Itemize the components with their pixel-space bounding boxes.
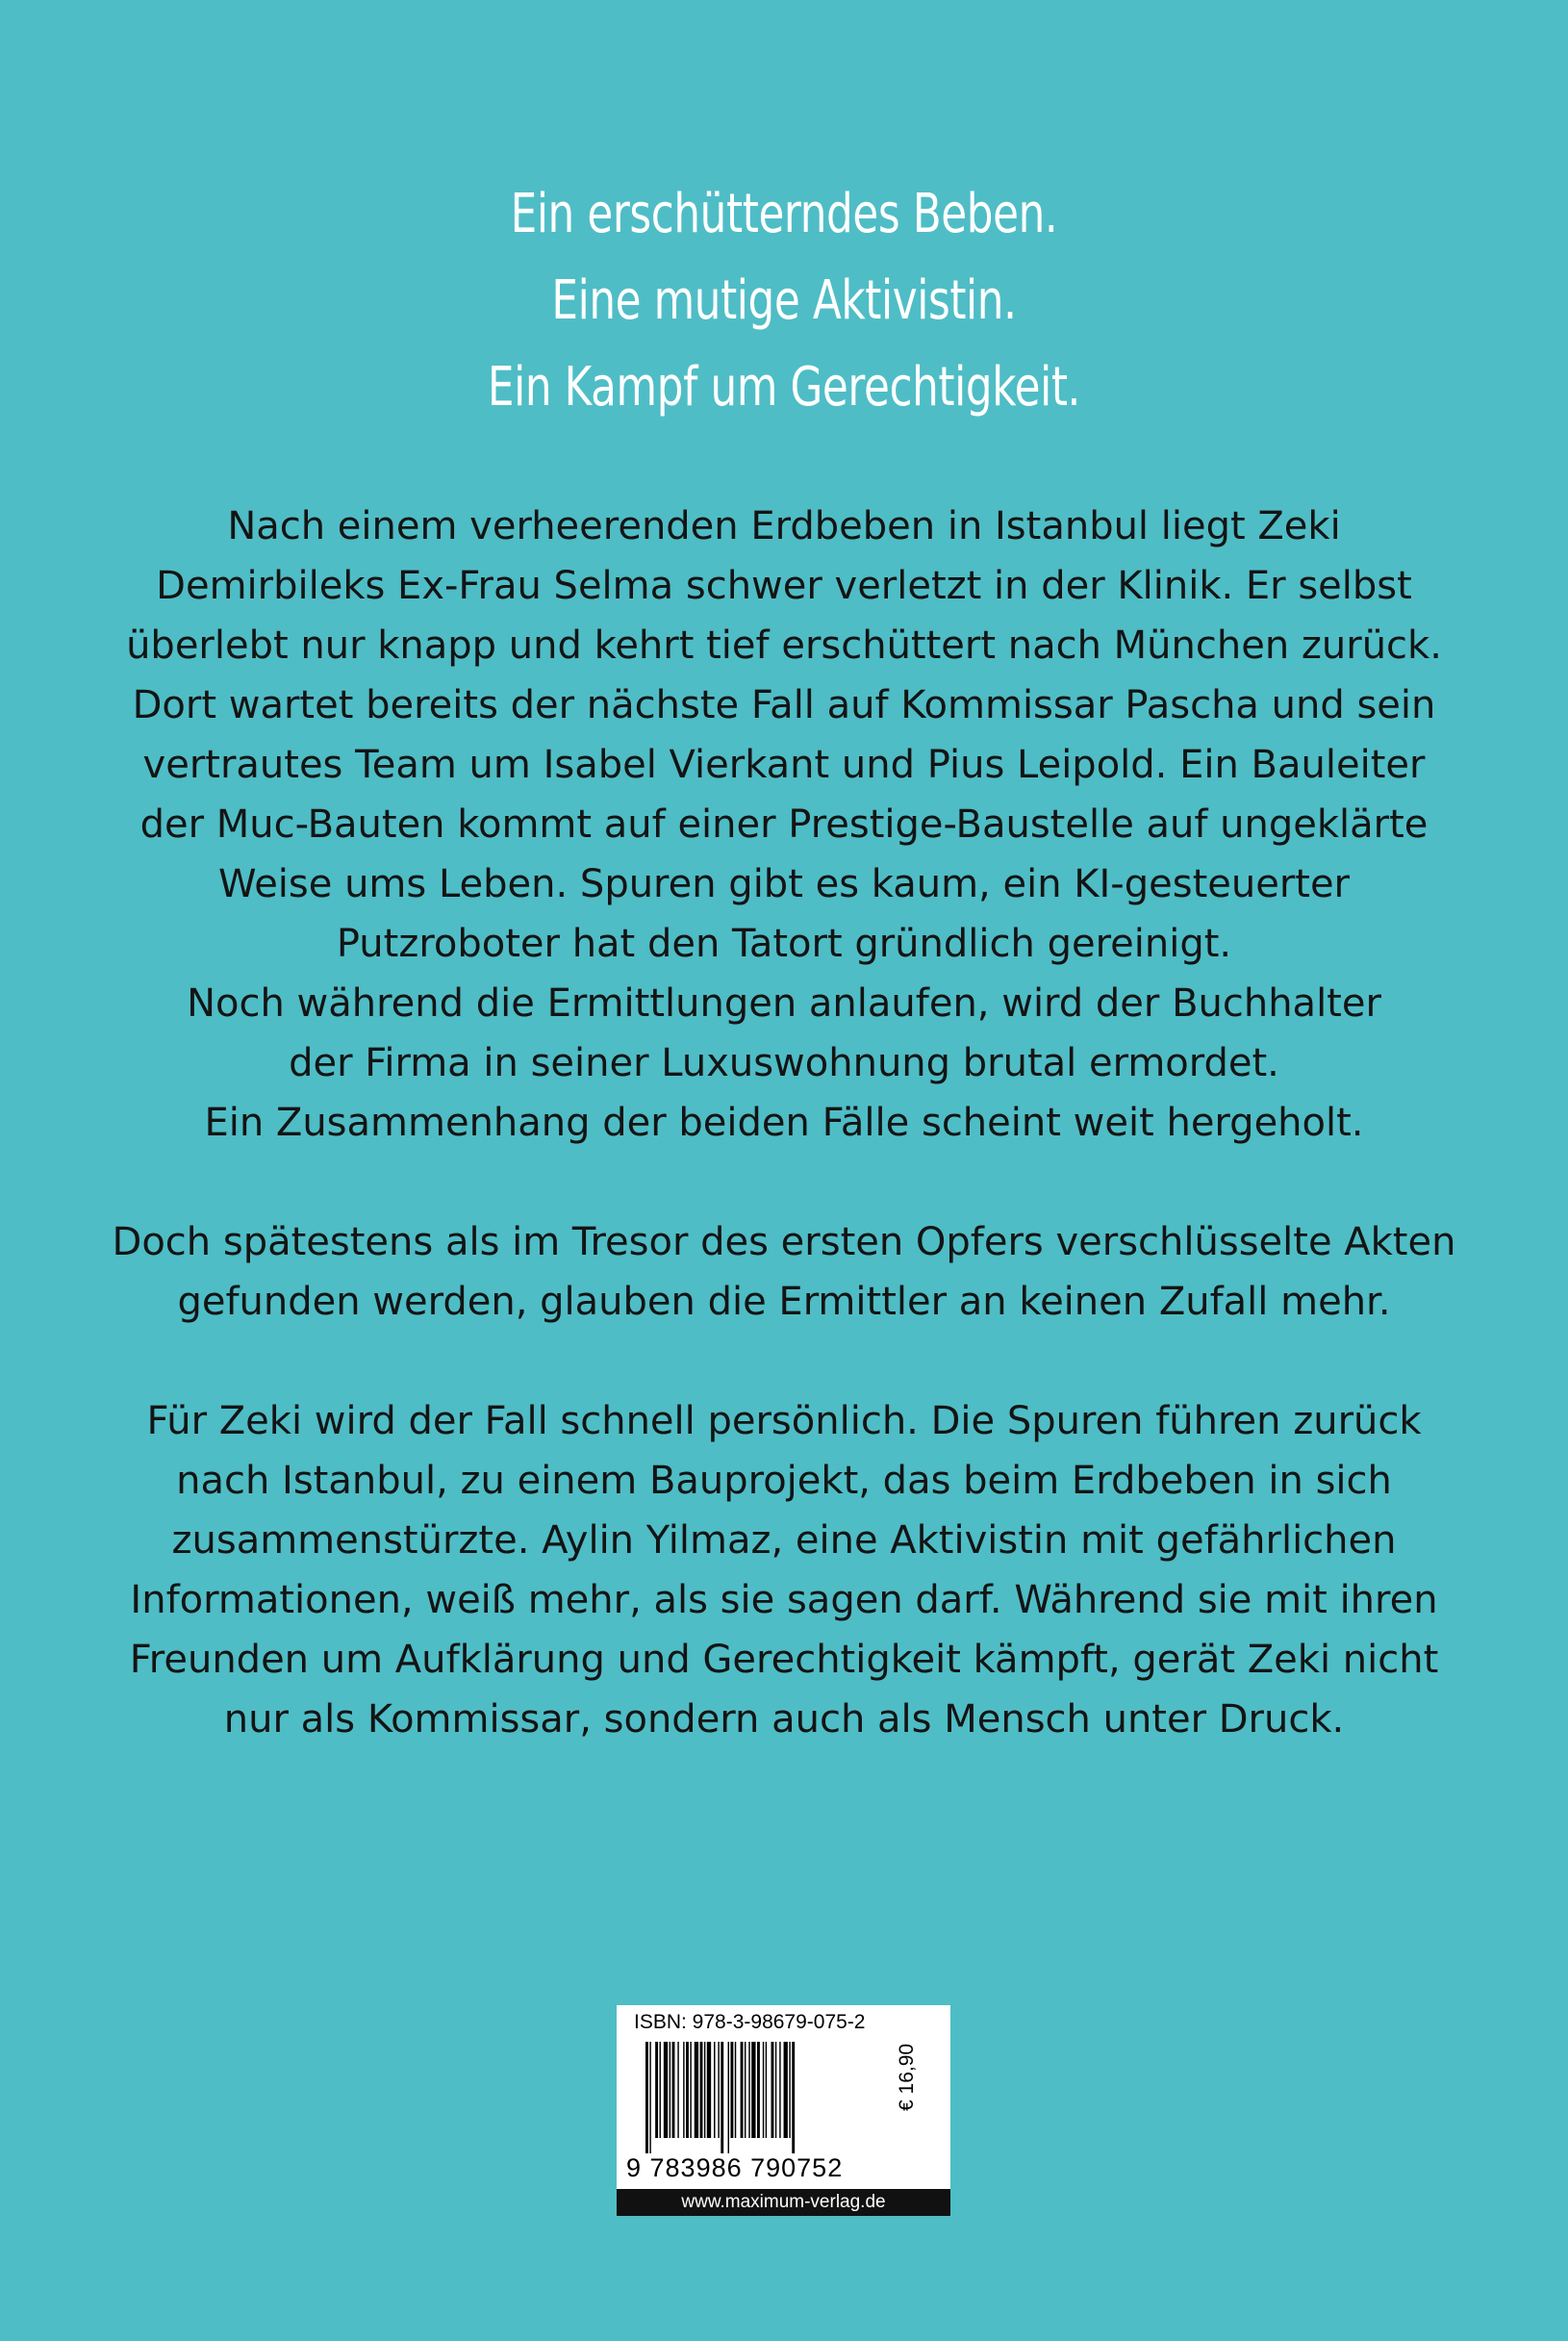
blurb-paragraph-2 (0, 1212, 1568, 1332)
barcode-stripe (745, 2042, 746, 2138)
tagline (172, 171, 1395, 431)
blurb-line: gefunden werden, glauben die Ermittler an keinen Zufall mehr. (177, 1280, 1391, 1324)
barcode-digits: 9 783986 790752 (626, 2153, 844, 2182)
tagline-line: Ein Kampf um Gerechtigkeit. (487, 356, 1081, 419)
barcode-stripe (707, 2042, 711, 2138)
tagline-line: Ein erschütterndes Beben. (510, 183, 1058, 245)
barcode-stripe (728, 2042, 729, 2153)
publisher-website: www.maximum-verlag.de (617, 2189, 950, 2216)
barcode-stripe (704, 2042, 705, 2138)
blurb-line: Für Zeki wird der Fall schnell persönlich. Die Spuren führen zurück (146, 1399, 1422, 1443)
blurb-line: Doch spätestens als im Tresor des ersten Opfers verschlüsselte Akten (112, 1220, 1456, 1264)
barcode-icon (645, 2042, 874, 2153)
barcode-stripe (718, 2042, 719, 2138)
barcode-label (617, 2005, 950, 2216)
barcode-stripe (677, 2042, 678, 2138)
blurb-line: Freunden um Aufklärung und Gerechtigkeit kämpft, gerät Zeki nicht (129, 1638, 1439, 1682)
price-label: € 16,90 (896, 2043, 918, 2111)
blurb-line: zusammenstürzte. Aylin Yilmaz, eine Aktivistin mit gefährlichen (171, 1518, 1397, 1563)
blurb-line: Nach einem verheerenden Erdbeben in Istanbul liegt Zeki (227, 504, 1341, 548)
barcode-stripe (660, 2042, 661, 2138)
blurb-line: Demirbileks Ex-Frau Selma schwer verletzt in der Klinik. Er selbst (156, 564, 1412, 608)
blurb-line: der Muc-Bauten kommt auf einer Prestige-Baustelle auf ungeklärte (139, 802, 1429, 847)
barcode-stripe (645, 2042, 648, 2153)
blurb-line: Putzroboter hat den Tatort gründlich gereinigt. (336, 922, 1232, 966)
barcode-stripe (683, 2042, 684, 2138)
blurb-line: Noch während die Ermittlungen anlaufen, wird der Buchhalter (187, 981, 1381, 1026)
barcode-stripe (730, 2042, 733, 2138)
barcode-stripe (775, 2042, 776, 2138)
barcode-stripe (784, 2042, 788, 2138)
tagline-line: Eine mutige Aktivistin. (551, 269, 1017, 332)
blurb-line: Ein Zusammenhang der beiden Fälle scheint weit hergeholt. (204, 1101, 1364, 1145)
blurb-line: überlebt nur knapp und kehrt tief erschüttert nach München zurück. (126, 623, 1442, 668)
blurb-paragraph-1 (0, 496, 1568, 1153)
blurb-text (0, 496, 1568, 1749)
barcode-stripe (741, 2042, 744, 2138)
barcode-stripe (735, 2042, 736, 2138)
barcode-stripe (748, 2042, 749, 2138)
barcode-stripe (686, 2042, 689, 2138)
barcode-stripe (714, 2042, 715, 2138)
barcode-stripe (721, 2042, 723, 2153)
blurb-line: nur als Kommissar, sondern auch als Mensch unter Druck. (223, 1697, 1345, 1742)
blurb-line: nach Istanbul, zu einem Bauprojekt, das beim Erdbeben in sich (176, 1459, 1392, 1503)
blurb-line: Weise ums Leben. Spuren gibt es kaum, ein KI-gesteuerter (217, 862, 1350, 906)
blurb-line: vertrautes Team um Isabel Vierkant und Pius Leipold. Ein Bauleiter (142, 743, 1426, 787)
isbn-label: ISBN: 978-3-98679-075-2 (634, 2011, 866, 2033)
barcode-stripe (792, 2042, 795, 2153)
blurb-line: der Firma in seiner Luxuswohnung brutal ermordet. (289, 1041, 1279, 1085)
blurb-line: Informationen, weiß mehr, als sie sagen darf. Während sie mit ihren (130, 1578, 1438, 1622)
barcode-stripe (672, 2042, 675, 2138)
barcode-stripe (751, 2042, 755, 2138)
barcode-stripe (789, 2042, 790, 2138)
barcode-stripe (766, 2042, 767, 2138)
barcode-stripe (779, 2042, 780, 2138)
barcode-stripe (695, 2042, 698, 2138)
barcode-stripe (655, 2042, 658, 2138)
barcode-stripe (690, 2042, 691, 2138)
barcode-stripe (771, 2042, 774, 2138)
barcode-stripe (649, 2042, 650, 2153)
barcode-stripe (664, 2042, 668, 2138)
blurb-paragraph-3 (0, 1391, 1568, 1749)
barcode-stripe (757, 2042, 760, 2138)
barcode-stripe (763, 2042, 764, 2138)
barcode-stripe (700, 2042, 703, 2138)
blurb-line: Dort wartet bereits der nächste Fall auf Kommissar Pascha und sein (132, 683, 1436, 727)
